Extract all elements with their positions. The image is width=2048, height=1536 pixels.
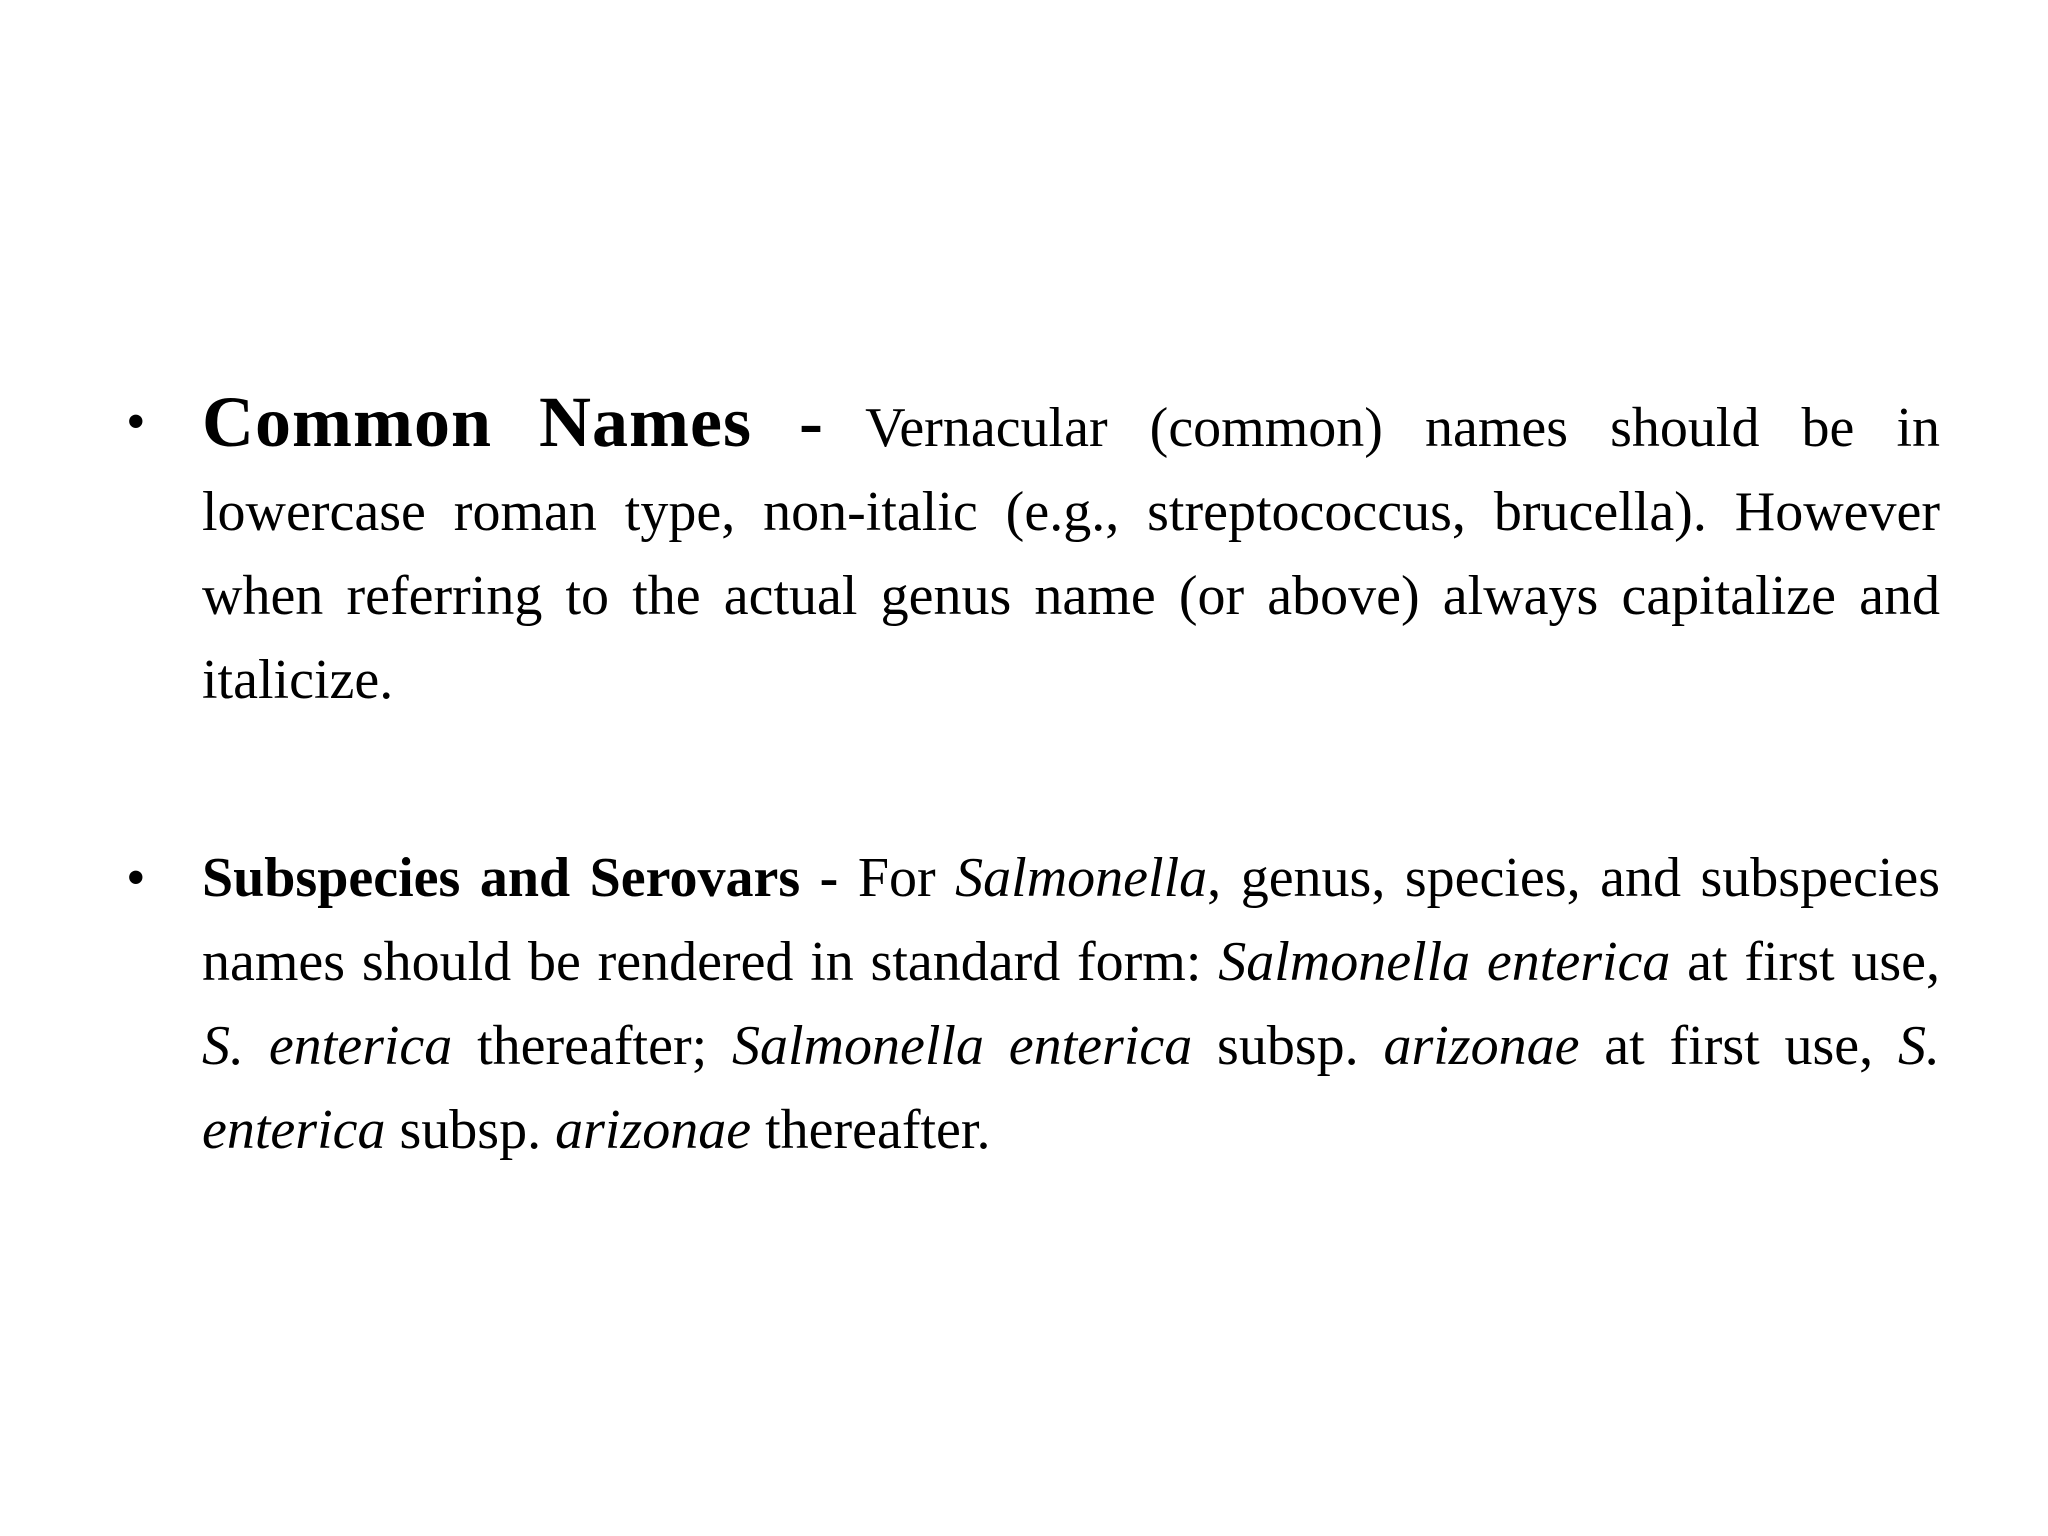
common-names-body: Vernacular (common) names should be in lowercase roman type, non-italic (e.g., streptococcus, brucella). However when referring to the actual genus name (or above) always capitalize and italicize. (202, 397, 1940, 711)
term-common-names: Common Names - (202, 382, 825, 462)
seg-12: subsp. (385, 1099, 556, 1161)
bullet-marker: • (126, 847, 146, 909)
bullet-marker: • (126, 391, 146, 453)
seg-14: thereafter. (751, 1099, 991, 1161)
seg-13: arizonae (555, 1099, 752, 1161)
seg-4: at first use, (1670, 931, 1940, 993)
seg-1: Salmonella (955, 847, 1208, 909)
seg-8: subsp. (1192, 1015, 1384, 1077)
bullet-common-names (120, 380, 1940, 722)
seg-0: For (838, 847, 956, 909)
seg-6: thereafter; (452, 1015, 732, 1077)
seg-10: at first use, (1579, 1015, 1898, 1077)
bullet-list (120, 380, 1940, 1172)
seg-3: Salmonella enterica (1218, 931, 1671, 993)
term-subspecies-serovars: Subspecies and Serovars - (202, 847, 839, 909)
seg-11: S. enterica (202, 1015, 1940, 1161)
bullet-subspecies-serovars (120, 836, 1940, 1172)
seg-2: , genus, species, and subspecies names should be rendered in standard form: (202, 847, 1940, 993)
seg-7: Salmonella enterica (731, 1015, 1193, 1077)
seg-9: arizonae (1383, 1015, 1580, 1077)
seg-5: S. enterica (202, 1015, 453, 1077)
